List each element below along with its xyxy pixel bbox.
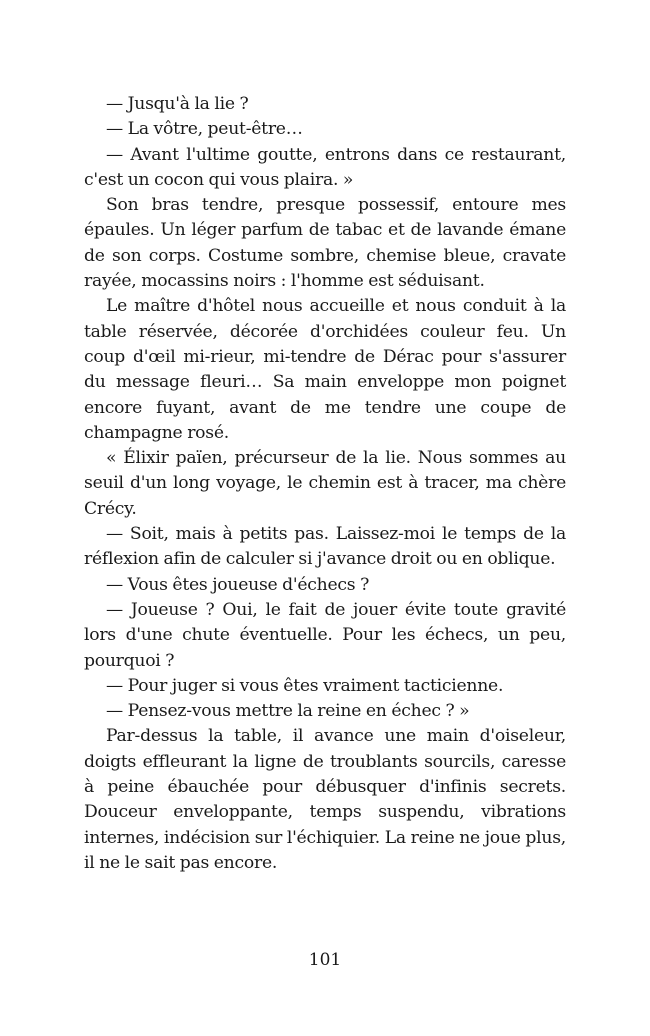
dialogue-line: — Pour juger si vous êtes vraiment tacticienne.: [106, 675, 504, 696]
dialogue-line: — Pensez-vous mettre la reine en échec ? »: [106, 701, 470, 722]
dialogue-line: « Élixir païen, précurseur de la lie. Nous sommes au seuil d'un long voyage, le chemin est à tracer, ma chère Crécy.: [84, 448, 566, 519]
dialogue-line: — Avant l'ultime goutte, entrons dans ce restaurant, c'est un cocon qui vous plaira. »: [84, 144, 566, 190]
dialogue-line: — Joueuse ? Oui, le fait de jouer évite toute gravité lors d'une chute éventuelle. Pour les échecs, un peu, pourquoi ?: [84, 599, 566, 671]
dialogue-line: — Soit, mais à petits pas. Laissez-moi le temps de la réflexion afin de calculer si j'avance droit ou en oblique.: [84, 524, 566, 570]
dialogue-line: — Jusqu'à la lie ?: [106, 94, 249, 114]
dialogue-line: — Vous êtes joueuse d'échecs ?: [106, 574, 370, 595]
dialogue-line: — La vôtre, peut-être…: [106, 119, 303, 140]
page-body: [84, 92, 566, 876]
page-number: 101: [308, 950, 342, 970]
paragraph: Par-dessus la table, il avance une main d'oiseleur, doigts effleurant la ligne de troublants sourcils, caresse à peine ébauchée pour débusquer d'infinis secrets. Douceur enveloppante, temps suspendu, vibrations internes, indécision sur l'échiquier. La reine ne joue plus, il ne le sait pas encore.: [84, 726, 566, 873]
paragraph: Son bras tendre, presque possessif, entoure mes épaules. Un léger parfum de tabac et de lavande émane de son corps. Costume sombre, chemise bleue, cravate rayée, mocassins noirs : l'homme est séduisant.: [84, 195, 566, 292]
paragraph: Le maître d'hôtel nous accueille et nous conduit à la table réservée, décorée d'orchidées couleur feu. Un coup d'œil mi-rieur, mi-tendre de Dérac pour s'assurer du message fleuri… Sa main enveloppe mon poignet encore fuyant, avant de me tendre une coupe de champagne rosé.: [84, 296, 566, 443]
